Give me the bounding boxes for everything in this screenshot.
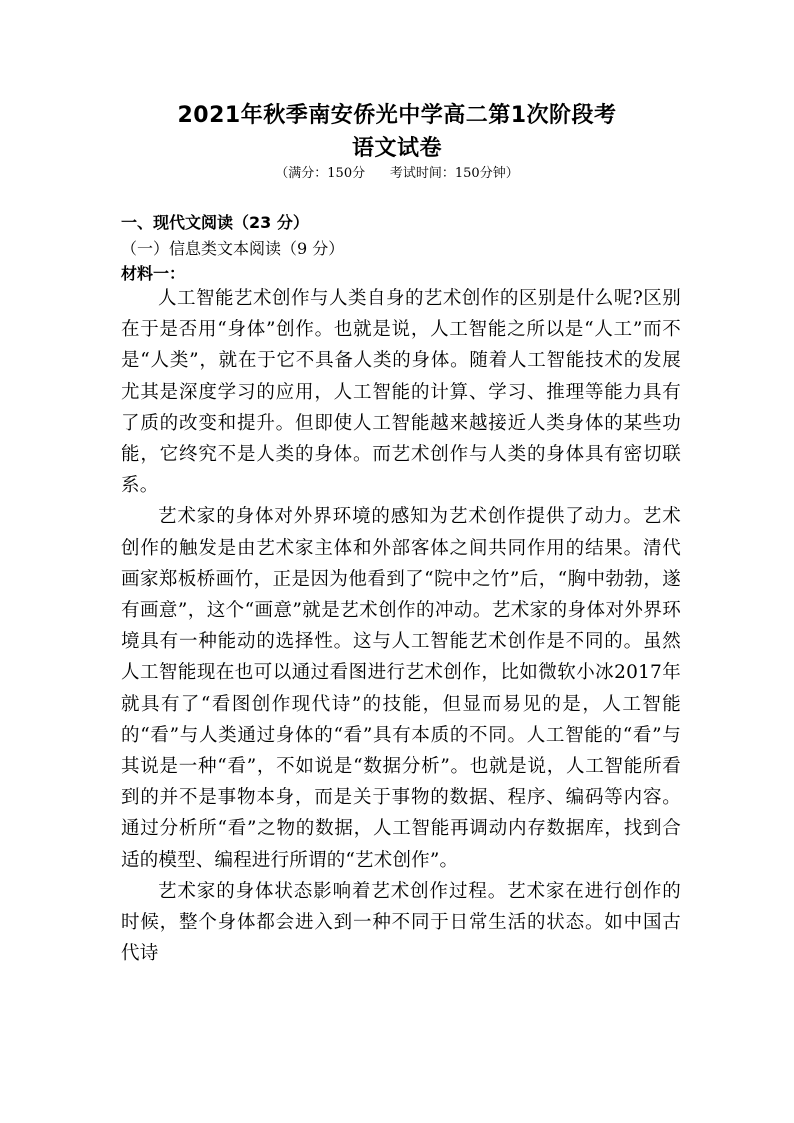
subsection-heading: （一）信息类文本阅读（9 分） xyxy=(121,239,345,258)
exam-title: 2021年秋季南安侨光中学高二第1次阶段考 xyxy=(177,103,617,128)
paragraph: 艺术家的身体对外界环境的感知为艺术创作提供了动力。艺术创作的触发是由艺术家主体和外部客体之间共同作用的结果。清代画家郑板桥画竹，正是因为他看到了“院中之竹”后，“胸中勃勃，遂有画意”，这个“画意”就是艺术创作的冲动。艺术家的身体对外界环境具有一种能动的选择性。这与人工智能艺术创作是不同的。虽然人工智能现在也可以通过看图进行艺术创作，比如微软小冰2017年就具有了“看图创作现代诗”的技能，但显而易见的是，人工智能的“看”与人类通过身体的“看”具有本质的不同。人工智能的“看”与其说是一种“看”，不如说是“数据分析”。也就是说，人工智能所看到的并不是事物本身，而是关于事物的数据、程序、编码等内容。通过分析所“看”之物的数据，人工智能再调动内存数据库，找到合适的模型、编程进行所谓的“艺术创作”。 xyxy=(121,506,681,871)
reading-passage xyxy=(121,283,681,969)
section-heading: 一、现代文阅读（23 分） xyxy=(121,213,309,232)
exam-score-time: （满分：150分 考试时间：150分钟） xyxy=(275,166,519,181)
paragraph: 艺术家的身体状态影响着艺术创作过程。艺术家在进行创作的时候，整个身体都会进入到一种不同于日常生活的状态。如中国古代诗 xyxy=(121,880,681,965)
material-label: 材料一： xyxy=(121,264,186,283)
exam-subject-title: 语文试卷 xyxy=(351,136,442,161)
paragraph: 人工智能艺术创作与人类自身的艺术创作的区别是什么呢?区别在于是否用“身体”创作。也就是说，人工智能之所以是“人工”而不是“人类”，就在于它不具备人类的身体。随着人工智能技术的发展尤其是深度学习的应用，人工智能的计算、学习、推理等能力具有了质的改变和提升。但即使人工智能越来越接近人类身体的某些功能，它终究不是人类的身体。而艺术创作与人类的身体具有密切联系。 xyxy=(121,288,681,497)
